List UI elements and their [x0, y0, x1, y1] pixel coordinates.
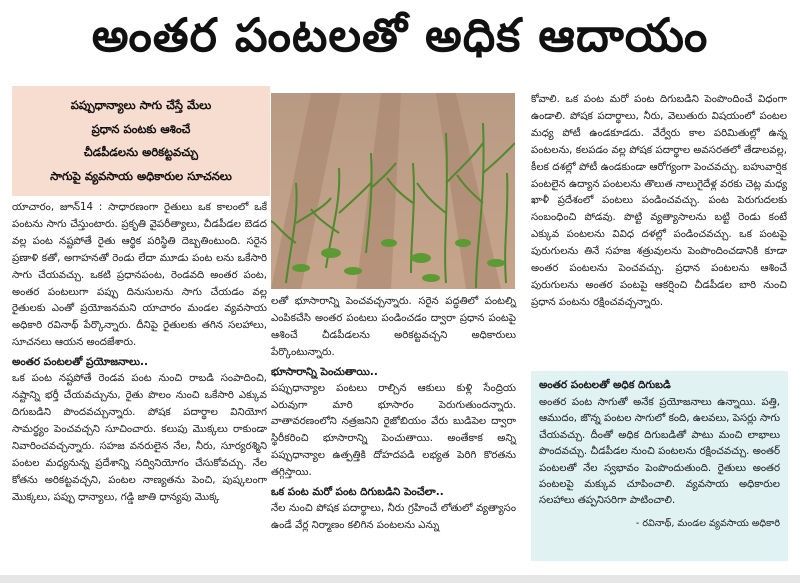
headline: అంతర పంటలతో అధిక ఆదాయం	[91, 8, 709, 62]
section-heading-benefits: అంతర పంటలతో ప్రయోజనాలు..	[12, 356, 148, 369]
sidebar-heading: అంతర పంటలతో అధిక దిగుబడి	[539, 379, 671, 391]
subheadline-line: ప్రధాన పంటకు ఆశించే	[91, 121, 191, 136]
section-heading-yield: ఒక పంట మరో పంట దిగుబడిని పెంచేలా..	[271, 486, 444, 499]
article-intro: యాచారం, జూన్14 : సాధారణంగా రైతులు ఒక కాలంలో ఒకే పంటను సాగు చేస్తుంటారు. ప్రకృతి వైపరీత్యాలు, చీడపీడల బెడద వల్ల పంట నష్టపోతే రైతు ఆర్థిక పరిస్థితి దెబ్బతింటుంది. సరైన ప్రణాళి కతో, అగాహనతో రెండు లేదా మూడు పంట లను ఒకేసారి సాగు చేయవచ్చు. ఒకటి ప్రధానపంట, రెండవది అంతర పంట, అంతర పంటలుగా పప్పు దినుసులను సాగు చేయడం వల్ల రైతులకు ఎంతో ప్రయోజనమని యాచారం మండల వ్యవసాయ అధికారి రవినాథ్ పేర్కొన్నారు. దీనిపై రైతులకు తగిన సలహాలు, సూచనలు ఆయన అందజేశారు.	[12, 202, 267, 349]
crop-field-illustration	[271, 93, 515, 289]
sidebar-box	[531, 371, 788, 561]
subheadline-line: సాగుపై వ్యవసాయ అధికారుల సూచనలు	[50, 168, 232, 183]
sidebar-text: అంతర పంట సాగుతో అనేక ప్రయోజనాలు ఉన్నాయి. పత్తి, ఆముదం, జొన్న పంటల సాగులో కంది, ఉలవలు, పెసర్లు సాగు చేయవచ్చు. దీంతో అధిక దిగుబడితో పాటు మంచి లాభాలు పొందవచ్చు. చీడపీడల నుంచి పంటలను రక్షించవచ్చు. అంతర్ పంటలతో నేల స్వభావం పెంపొందుతుంది. రైతులు అంతర పంటలపై మక్కువ చూపించాలి. వ్యవసాయ అధికారుల సలహాలు తప్పనిసరిగా పాటించాలి.	[539, 397, 780, 507]
subheadline-line: చీడపీడలను అరికట్టవచ్చు	[83, 145, 199, 160]
article-column-3	[531, 92, 787, 312]
subheadline-line: పప్పుధాన్యాలు సాగు చేస్తే మేలు	[70, 98, 212, 113]
article-column-1	[12, 200, 267, 506]
section-text-benefits: ఒక పంట నష్టపోతే రెండవ పంట నుంచి రాబడి సంపాదించి, నష్టాన్ని భర్తీ చేయవచ్చును, రైతు పొలం నుంచి ఒకేసారి ఎక్కువ దిగుబడిని పొందవచ్చున్నారు. పోషక పదార్థాల వినియోగ సామర్థ్యం పెంచవచ్చని సూచించారు. కలుపు మొక్కలు రాకుండా నివారించవచ్చన్నారు. సహజ వనరులైన నేల, నీరు, సూర్యరశ్మిని పంటల మధ్యనున్న ప్రదేశాన్ని సద్వినియోగం చేసుకోవచ్చు. నేల కోతను అరికట్టవచ్చని, పంటల నాణ్యతను పెంచి, పుష్కలంగా మొక్కలు, పప్పు ధాన్యాలు, గడ్డి జాతి ధాన్యపు మొక్క	[12, 373, 267, 503]
column-2-paragraph: లతో భూసారాన్ని పెంచవచ్చన్నారు. సరైన పద్ధతిలో పంటల్ని ఎంపికచేసి అంతర పంటలు పండించడం ద్వారా ప్రధాన పంటపై ఆశించే చీడపీడలను అరికట్టవచ్చని అధికారులు పేర్కొంటున్నారు.	[271, 296, 516, 358]
column-3-paragraph: కోవాలి. ఒక పంట మరో పంట దిగుబడిని పెంపొందించే విధంగా ఉండాలి. పోషక పదార్థాలు, నీరు, వెలుతురు విషయంలో పంటల మధ్య పోటీ ఉండకూడదు. వేర్వేరు కాల పరిమితుల్లో ఉన్న పంటలను, కలపడం వల్ల పోషక పదార్థాల అవసరతలో తేడాలవల్ల, కీలక దశల్లో పోటీ ఉండకుండా ఆరోగ్యంగా పెంచవచ్చు. బహువార్షిక పంటలైన ఉద్యాన పంటలను తొలుత నాలుగైదేళ్ల వరకు చెట్ల మధ్య ఖాళీ ప్రదేశంలో పంటలు పండించవచ్చు. పంట పెరుగుదలకు సంబంధించి పోడవు. పొట్టి వ్యత్యాసాలను బట్టి రెండు కంటే ఎక్కువ పంటలను వివిధ దళల్లో పండించవచ్చు. ఒక పంటపై పురుగులను తినే సహజ శత్రువులను పెంపొందించడానికి కూడా అంతర పంటలను పెంచవచ్చు. ప్రధాన పంటలను ఆశించే పురుగులను అంతర పంటపై ఆకర్షించి చీడపీడల బారి నుంచి ప్రధాన పంటను రక్షించవచ్చన్నారు.	[531, 94, 787, 308]
section-text-soil: పప్పుధాన్యాల పంటలు రాల్చిన ఆకులు కుళ్లి సేంద్రియ ఎరువుగా మారి భూసారం పెరుగుతుందన్నారు. వాతావరణంలోని నత్రజనిని రైజోబియం వేరు బుడిపెల ద్వారా స్థిరీకరించి భూసారాన్ని పెంచుతాయి. అంతేకాక అన్ని పప్పుధాన్యాల ఉత్పత్తికి దోహదపడి లభ్యత పెరిగి కొరతను తగ్గిస్తాయి.	[271, 382, 516, 479]
section-heading-soil: భూసారాన్ని పెంచుతాయి..	[271, 365, 378, 378]
crop-field-photo	[271, 93, 515, 289]
sidebar-credit: - రవినాథ్, మండల వ్యవసాయ అధికారి	[635, 517, 780, 529]
subheadline-box	[12, 86, 270, 196]
bottom-strip	[0, 575, 800, 583]
article-column-2	[271, 294, 516, 535]
section-text-yield: నేల నుంచి పోషక పదార్థాలు, నీరు గ్రహించే లోతులో వ్యత్యాసం ఉండే వేర్ల నిర్మాణం కలిగిన పంటలను ఎన్ను	[271, 503, 516, 531]
